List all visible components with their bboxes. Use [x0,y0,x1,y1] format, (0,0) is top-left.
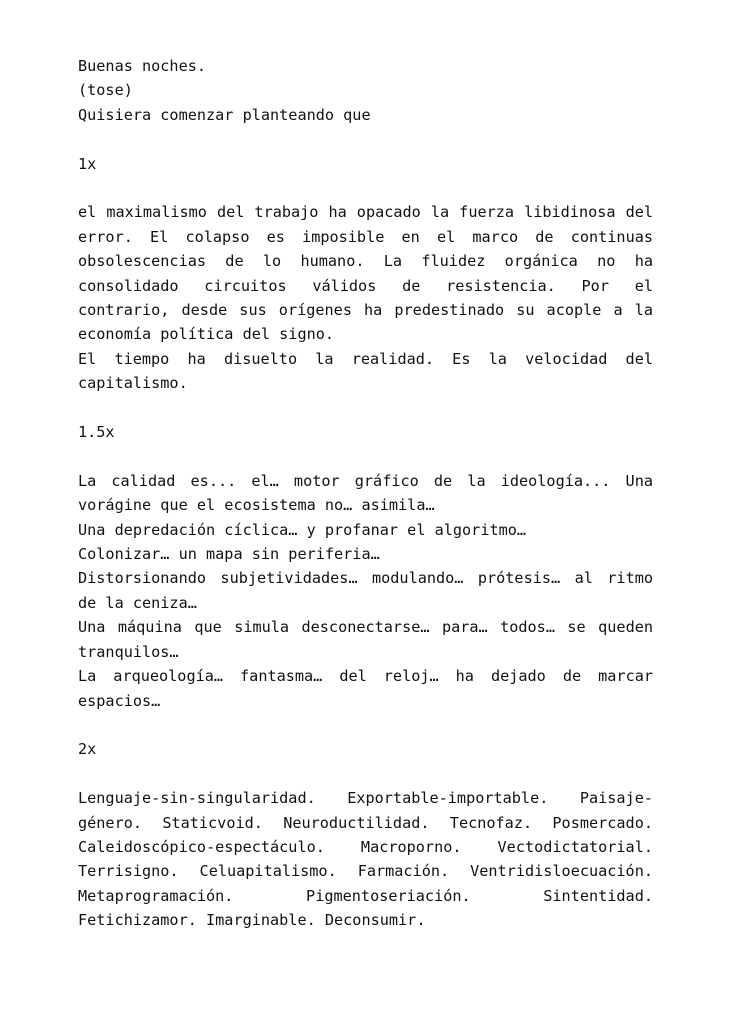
spacer [78,713,653,737]
paragraph: La arqueología… fantasma… del reloj… ha dejado de marcar espacios… [78,667,653,710]
spacer [78,176,653,200]
paragraph: Colonizar… un mapa sin periferia… [78,545,380,564]
spacer [78,127,653,151]
paragraph: Una máquina que simula desconectarse… para… todos… se queden tranquilos… [78,618,653,661]
document-page [78,54,653,933]
stage-direction-line: (tose) [78,81,133,100]
section-marker-2x: 2x [78,740,97,759]
paragraph: El tiempo ha disuelto la realidad. Es la velocidad del capitalismo. [78,349,653,393]
greeting-line: Buenas noches. [78,57,207,75]
paragraph: Una depredación cíclica… y profanar el algoritmo… [78,520,527,539]
section-marker-1-5x: 1.5x [78,423,115,442]
spacer [78,396,653,420]
section-marker-1x: 1x [78,154,97,173]
spacer [78,762,653,786]
paragraph: Distorsionando subjetividades… modulando… prótesis… al ritmo de la ceniza… [78,569,653,612]
paragraph: Lenguaje-sin-singularidad. Exportable-importable. Paisaje-género. Staticvoid. Neuroductilidad. Tecnofaz. Posmercado. Caleidoscópico-espectáculo. Macroporno. Vectodictatorial. Terrisigno. Celuapitalismo. Farmación. Ventridisloecuación. Metaprogramación. Pigmentoseriación. Sintentidad. Fetichizamor. Imarginable. Deconsumir. [78,789,653,930]
paragraph: La calidad es... el… motor gráfico de la ideología... Una vorágine que el ecosistema no… asimila… [78,471,653,515]
spacer [78,444,653,468]
paragraph: el maximalismo del trabajo ha opacado la fuerza libidinosa del error. El colapso es imposible en el marco de continuas obsolescencias de lo humano. La fluidez orgánica no ha consolidado circuitos válidos de resistencia. Por el contrario, desde sus orígenes ha predestinado su acople a la economía política del signo. [78,203,653,344]
opening-line: Quisiera comenzar planteando que [78,105,371,124]
